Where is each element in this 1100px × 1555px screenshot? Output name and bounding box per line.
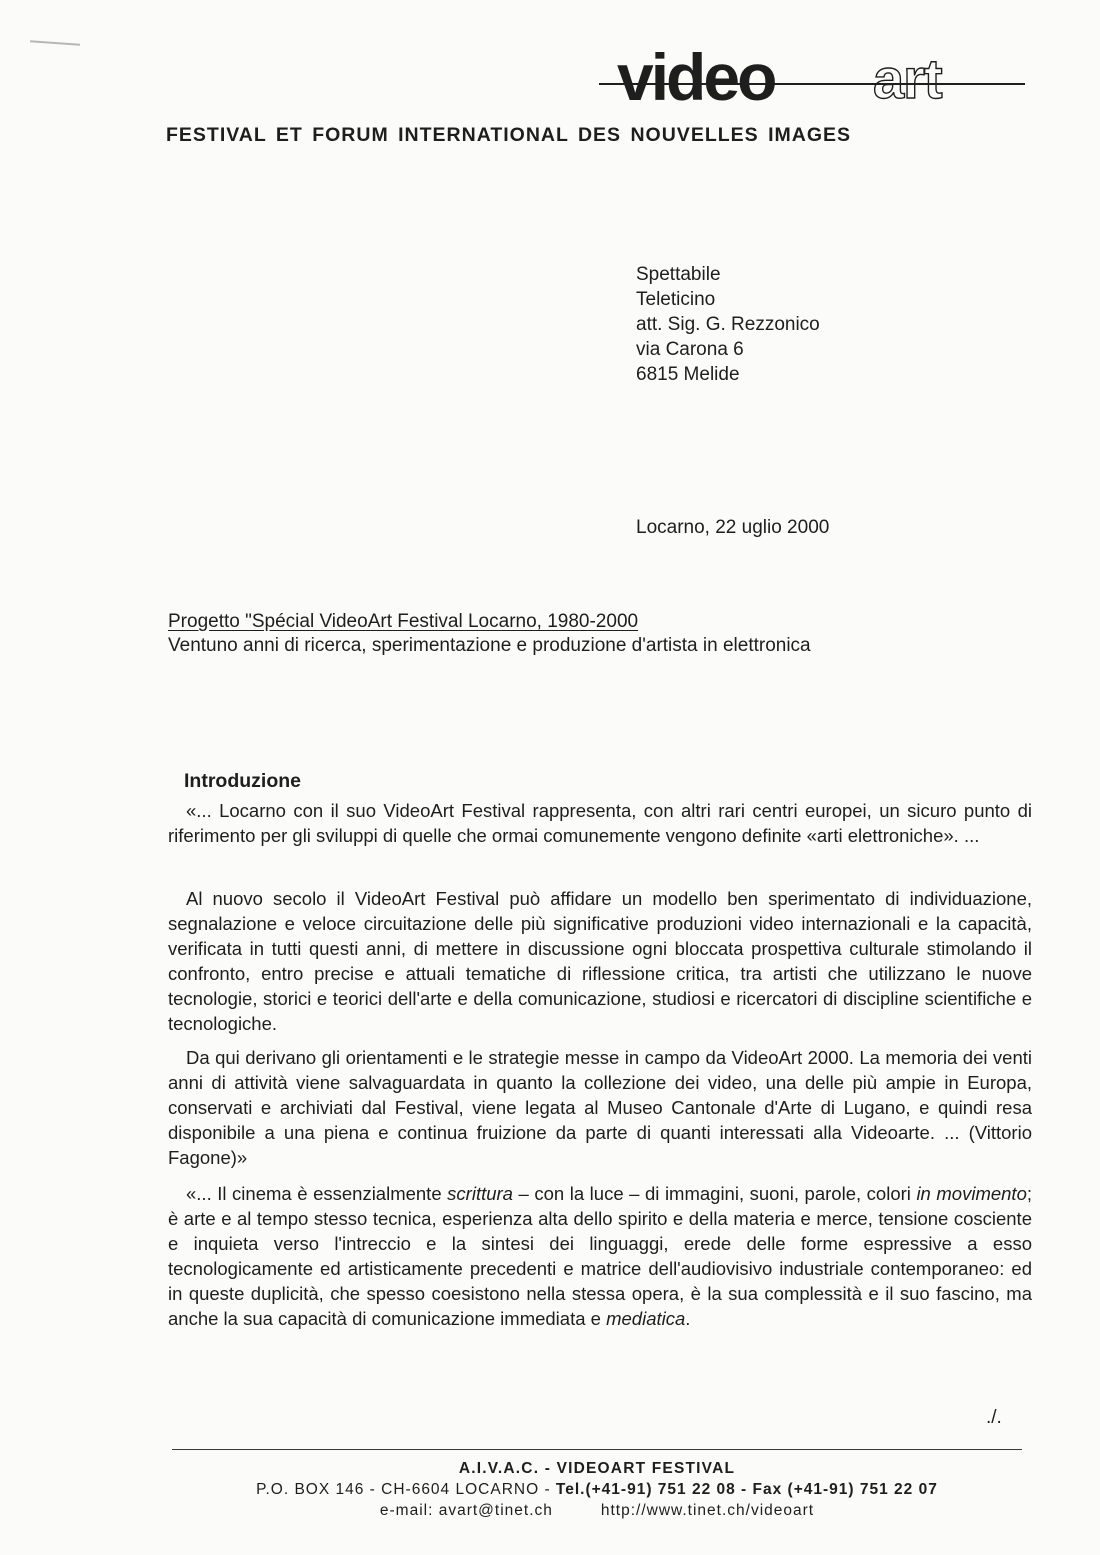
- emphasis-text: scrittura: [447, 1183, 513, 1204]
- paragraph-text: «... Il cinema è essenzialmente: [186, 1183, 448, 1204]
- recipient-line: att. Sig. G. Rezzonico: [636, 314, 820, 335]
- footer-org: A.I.V.A.C. - VIDEOART FESTIVAL: [458, 1460, 736, 1477]
- footer-website: http://www.tinet.ch/videoart: [600, 1502, 815, 1519]
- project-title: Progetto "Spécial VideoArt Festival Locarno, 1980-2000: [168, 611, 639, 632]
- footer-divider: [172, 1449, 1022, 1450]
- emphasis-text: in movimento: [916, 1183, 1027, 1204]
- footer-phone: Tel.(+41-91) 751 22 08 - Fax (+41-91) 751 22 07: [555, 1481, 938, 1498]
- paragraph: [168, 886, 1032, 1036]
- paragraph-text: Al nuovo secolo il VideoArt Festival può affidare un modello ben sperimentato di individuazione, segnalazione e veloce circuitazione delle più significative produzioni video internazionali e la capacità, verificata in tutti questi anni, di mettere in discussione ogni bloccata prospettiva culturale stimolando il confronto, entro precise e attuali tematiche di riflessione critica, tra artisti che utilizzano le nuove tecnologie, storici e teorici dell'arte e della comunicazione, studiosi e ricercatori di discipline scientifiche e tecnologiche.: [168, 888, 1032, 1034]
- project-subtitle: Ventuno anni di ricerca, sperimentazione e produzione d'artista in elettronica: [168, 635, 811, 656]
- continuation-mark: ./.: [986, 1407, 1002, 1428]
- emphasis-text: mediatica: [606, 1308, 686, 1329]
- recipient-line: via Carona 6: [636, 339, 744, 360]
- footer: [172, 1458, 1022, 1521]
- recipient-line: Teleticino: [636, 289, 716, 310]
- intro-heading: Introduzione: [184, 770, 301, 792]
- logo-art-text: art: [873, 47, 942, 106]
- subject-block: [168, 610, 811, 658]
- festival-title: FESTIVAL ET FORUM INTERNATIONAL DES NOUVELLES IMAGES: [166, 124, 852, 146]
- scan-artifact-mark: [30, 40, 80, 45]
- paragraph-text: .: [685, 1308, 691, 1329]
- footer-email: e-mail: avart@tinet.ch: [379, 1502, 553, 1519]
- recipient-address: [636, 262, 820, 387]
- paragraph-text: – con la luce – di immagini, suoni, parole, colori: [512, 1183, 917, 1204]
- paragraph-text: ; è arte e al tempo stesso tecnica, esperienza alta dello spirito e della materia e merce, tensione cosciente e inquieta verso l'intreccio e la sintesi dei linguaggi, erede delle forme espressive a esso tecnologicamente ed artisticamente precedenti e matrice dell'audiovisivo industriale contemporaneo: ed in queste duplicità, che spesso coesistono nella stessa opera, è la sua complessità e il suo fascino, ma anche la sua capacità di comunicazione immediata e: [168, 1183, 1033, 1329]
- footer-contact-line: [172, 1479, 1022, 1500]
- logo-video-text: video: [617, 44, 775, 106]
- paragraph-text: «... Locarno con il suo VideoArt Festival rappresenta, con altri rari centri europei, un sicuro punto di riferimento per gli sviluppi di quelle che ormai comunemente vengono definite «arti elettroniche». ...: [168, 800, 1032, 846]
- paragraph: [168, 1045, 1032, 1170]
- videoart-logo: [595, 44, 1035, 106]
- recipient-line: Spettabile: [636, 264, 721, 285]
- recipient-line: 6815 Melide: [636, 364, 740, 385]
- paragraph: [168, 1181, 1032, 1331]
- paragraph-text: Da qui derivano gli orientamenti e le strategie messe in campo da VideoArt 2000. La memoria dei venti anni di attività viene salvaguardata in quanto la collezione dei video, una delle più ampie in Europa, conservati e archiviati dal Festival, viene legata al Museo Cantonale d'Arte di Lugano, e quindi resa disponibile a una piena e continua fruizione da parte di quanti interessati alla Videoarte. ... (Vittorio Fagone)»: [168, 1047, 1032, 1168]
- letter-date: Locarno, 22 uglio 2000: [636, 517, 830, 538]
- footer-address: P.O. BOX 146 - CH-6604 LOCARNO -: [256, 1481, 556, 1498]
- paragraph: [168, 798, 1032, 848]
- footer-web-line: [172, 1500, 1022, 1521]
